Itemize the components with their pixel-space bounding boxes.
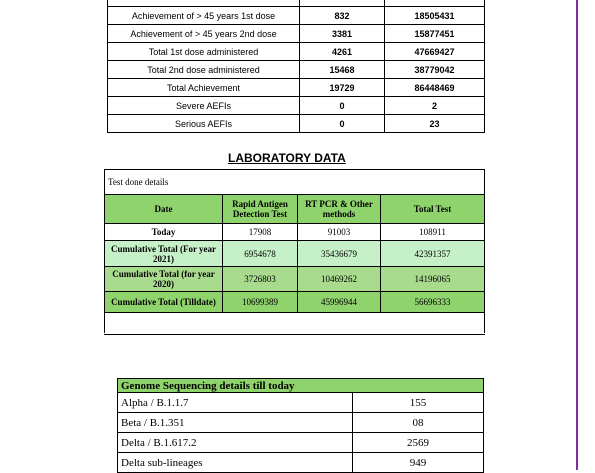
vacc-cumulative: 2: [385, 97, 485, 115]
table-row: [105, 241, 485, 267]
vacc-cumulative: 15877451: [385, 25, 485, 43]
vacc-label: Severe AEFIs: [108, 97, 300, 115]
vacc-today: 832: [300, 7, 385, 25]
table-row: [108, 115, 485, 133]
col-header-rtpcr: RT PCR & Other methods: [298, 195, 381, 224]
table-row: [108, 25, 485, 43]
table-row: [118, 413, 484, 433]
table-row: [118, 393, 484, 413]
variant-count: 2569: [353, 433, 484, 453]
lab-rapid: 17908: [223, 224, 298, 241]
variant-count: 155: [353, 393, 484, 413]
lab-rtpcr: 45996944: [298, 292, 381, 313]
vacc-label: Total Achievement: [108, 79, 300, 97]
variant-count: 949: [353, 453, 484, 473]
table-row: [105, 170, 485, 195]
col-header-date: Date: [105, 195, 223, 224]
vacc-cumulative: 86448469: [385, 79, 485, 97]
vacc-label: Total 1st dose administered: [108, 43, 300, 61]
genome-title: Genome Sequencing details till today: [118, 379, 484, 393]
lab-rapid: 10699389: [223, 292, 298, 313]
vacc-cumulative: 38779042: [385, 61, 485, 79]
vacc-cumulative: 47669427: [385, 43, 485, 61]
variant-name: Delta sub-lineages: [118, 453, 353, 473]
lab-rtpcr: 91003: [298, 224, 381, 241]
lab-total: 42391357: [381, 241, 485, 267]
lab-rtpcr: 35436679: [298, 241, 381, 267]
vacc-today: 15468: [300, 61, 385, 79]
vacc-cumulative: 23: [385, 115, 485, 133]
variant-name: Alpha / B.1.1.7: [118, 393, 353, 413]
blank-cell: [105, 313, 485, 334]
lab-rtpcr: 10469262: [298, 267, 381, 292]
lab-date: Cumulative Total (For year 2021): [105, 241, 223, 267]
table-row: [105, 292, 485, 313]
lab-rapid: 6954678: [223, 241, 298, 267]
table-row: [108, 79, 485, 97]
vacc-cumulative: 18505431: [385, 7, 485, 25]
lab-date: Today: [105, 224, 223, 241]
vacc-today: 0: [300, 97, 385, 115]
table-header-row: [118, 379, 484, 393]
page-border-right: [576, 0, 578, 470]
genome-table: [117, 378, 484, 473]
variant-count: 08: [353, 413, 484, 433]
lab-date: Cumulative Total (for year 2020): [105, 267, 223, 292]
lab-total: 56696333: [381, 292, 485, 313]
lab-heading: LABORATORY DATA: [228, 151, 346, 165]
lab-date: Cumulative Total (Tilldate): [105, 292, 223, 313]
vacc-today: 3381: [300, 25, 385, 43]
vacc-label: Total 2nd dose administered: [108, 61, 300, 79]
table-row: [108, 43, 485, 61]
table-row: [108, 7, 485, 25]
lab-table-bottom-rule: [104, 334, 485, 335]
vacc-label: Serious AEFIs: [108, 115, 300, 133]
col-header-total: Total Test: [381, 195, 485, 224]
vacc-label: Achievement of > 45 years 2nd dose: [108, 25, 300, 43]
table-row: [105, 224, 485, 241]
table-row: [108, 61, 485, 79]
vacc-label: Achievement of > 45 years 1st dose: [108, 7, 300, 25]
vacc-today: 0: [300, 115, 385, 133]
variant-name: Beta / B.1.351: [118, 413, 353, 433]
vacc-today: 19729: [300, 79, 385, 97]
variant-name: Delta / B.1.617.2: [118, 433, 353, 453]
lab-rapid: 3726803: [223, 267, 298, 292]
table-header-row: [105, 195, 485, 224]
col-header-rapid: Rapid Antigen Detection Test: [223, 195, 298, 224]
lab-caption: Test done details: [105, 170, 485, 195]
table-row-blank: [105, 313, 485, 334]
lab-total: 14196065: [381, 267, 485, 292]
lab-total: 108911: [381, 224, 485, 241]
table-row: [118, 433, 484, 453]
lab-table: [104, 169, 485, 333]
table-row: [105, 267, 485, 292]
vacc-today: 4261: [300, 43, 385, 61]
vaccination-table: [107, 0, 485, 133]
table-row: [108, 97, 485, 115]
